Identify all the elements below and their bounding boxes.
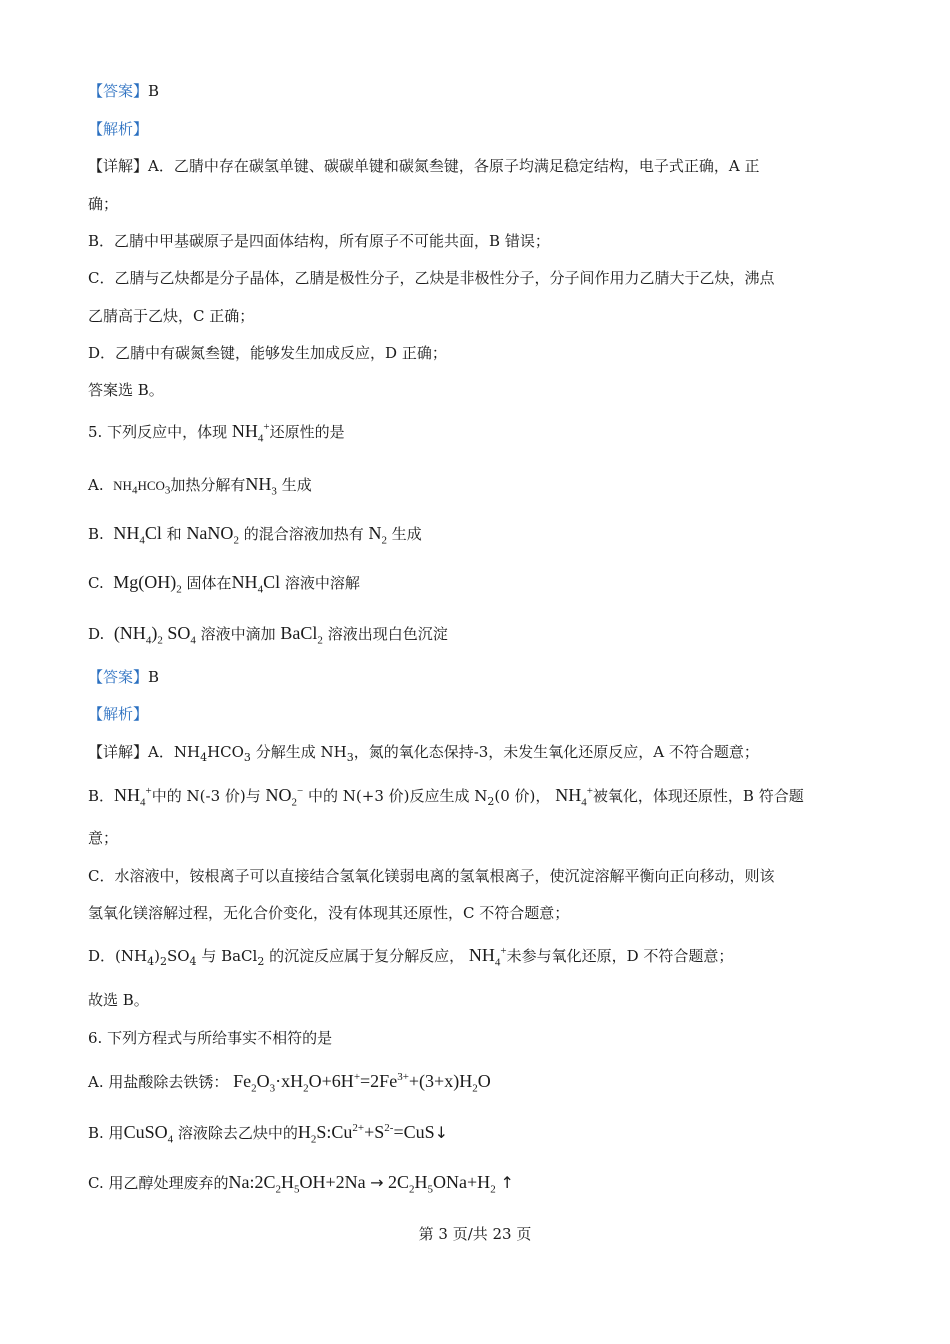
detail-text: 中的 N(+3 价)反应生成 N [308,787,488,805]
answer-line [88,666,159,688]
option-c [88,571,360,594]
conclusion-text: 答案选 B。 [88,381,164,399]
option-text: 的混合溶液加热有 [243,525,364,543]
option-label: B. [88,525,104,543]
answer-value: B [148,82,160,100]
down-arrow-icon: ↓ [434,1123,449,1142]
option-label: D. [88,625,105,643]
formula: $NH_4^+$ [114,785,152,809]
detail-text: 未参与氧化还原，D 不符合题意； [506,947,734,965]
answer-label: 【答案】 [88,668,149,686]
option-a [88,473,312,497]
formula: $NH_4^+$ [468,945,507,969]
formula: $NH_4HCO_3$ [113,478,171,497]
option-text: 生成 [281,476,312,494]
formula: NaNO$_2$ [186,523,239,547]
page-footer: 第 3 页/共 23 页 [418,1225,532,1243]
formula: $H_2S:Cu^{2+}+S^{2-}=CuS$ [297,1122,435,1146]
detail-text: ，氮的氧化态保持-3，未发生氧化还原反应，A 不符合题意； [353,743,759,761]
up-arrow-icon: ↑ [500,1173,514,1192]
detail-text: SO [166,947,190,965]
detail-text: (0 价)， [494,787,551,805]
question-stem: 6. 下列方程式与所给事实不相符的是 [88,1029,333,1047]
formula: $Na:2C_2H_5OH+2Na \to 2C_2H_5ONa+H_2$ [228,1172,496,1196]
formula: $NH_4Cl$ [113,523,162,547]
answer-value: B [148,668,160,686]
detail-text: A．乙腈中存在碳氢单键、碳碳单键和碳氮叁键，各原子均满足稳定结构，电子式正确，A 正 [148,157,760,175]
detail-label: 【详解】 [88,743,149,761]
detail-text: D．(NH [88,947,148,965]
formula: $NO_2^-$ [265,785,304,809]
analysis-label: 【解析】 [88,705,149,723]
analysis-label: 【解析】 [88,120,149,138]
option-b [88,522,422,545]
formula: $NH_3$ [245,474,277,498]
answer-label: 【答案】 [88,82,149,100]
answer-line [88,80,159,102]
detail-text: HCO [207,743,244,761]
detail-text: 中的 N(-3 价)与 [151,787,261,805]
detail-text: B．乙腈中甲基碳原子是四面体结构，所有原子不可能共面，B 错误； [88,232,550,250]
detail-line: D．$(NH_4)_2SO_4$ 与 BaCl$_2$ 的沉淀反应属于复分解反应， $NH_4^+$未参与氧化还原，D 不符合题意； [88,945,734,969]
option-text: 固体在 [186,574,232,592]
option-text: 和 [166,525,182,543]
question-stem [88,420,345,443]
formula: BaCl$_2$ [280,623,323,647]
detail-text: 与 BaCl [201,947,258,965]
option-text: A. 用盐酸除去铁锈： [88,1073,229,1091]
formula: $NH_4Cl$ [231,572,281,596]
formula: $N_2$ [368,523,388,547]
detail-text: C．乙腈与乙炔都是分子晶体，乙腈是极性分子，乙炔是非极性分子，分子间作用力乙腈大于乙炔，沸点 [88,269,775,287]
option-label: C. [88,574,104,592]
formula: $Fe_2O_3\cdot xH_2O+6H^+=2Fe^{3+}+(3+x)H_2O$ [233,1071,491,1095]
detail-line [88,155,759,177]
option-a [88,1070,491,1093]
detail-text: B． [88,787,115,805]
option-text: B. 用 [88,1124,124,1142]
detail-text: C．水溶液中，铵根离子可以直接结合氢氧化镁弱电离的氢氧根离子，使沉淀溶解平衡向正向移动，则该 [88,867,775,885]
stem-text: 还原性的是 [269,423,345,441]
formula: $NH_4^+$ [231,421,270,445]
detail-text: D．乙腈中有碳氮叁键，能够发生加成反应，D 正确； [88,344,447,362]
formula: $Mg(OH)_2$ [113,572,182,596]
option-b [88,1121,448,1144]
conclusion-text: 故选 B。 [88,991,149,1009]
option-text: 溶液中溶解 [284,574,360,592]
detail-text: A．NH [148,743,201,761]
detail-text: 氢氧化镁溶解过程，无化合价变化，没有体现其还原性，C 不符合题意； [88,904,570,922]
option-text: 溶液除去乙炔中的 [177,1124,298,1142]
detail-text: 的沉淀反应属于复分解反应， [269,947,465,965]
detail-line: 【详解】A．$NH_4HCO_3$ 分解生成 $NH_3$，氮的氧化态保持-3，未发生氧化还原反应，A 不符合题意； [88,743,759,764]
option-label: A. [88,476,104,494]
detail-text: 确； [88,195,119,213]
formula: CuSO$_4$ [123,1122,174,1146]
detail-text: 分解生成 NH [255,743,347,761]
detail-line: B．$NH_4^+$中的 N(-3 价)与 $NO_2^-$ 中的 N(+3 价)反应生成 $N_2(0$ 价)， $NH_4^+$被氧化，体现还原性，B 符合题 [88,785,804,809]
formula: $(NH_4)_2$ $SO_4$ [113,623,196,647]
detail-text: 被氧化，体现还原性，B 符合题 [592,787,804,805]
detail-text: ) [154,947,160,965]
detail-text: 乙腈高于乙炔，C 正确； [88,307,255,325]
option-c [88,1171,514,1194]
stem-text: 5. 下列反应中，体现 [88,423,228,441]
detail-text: 意； [88,829,119,847]
detail-label: 【详解】 [88,157,149,175]
option-text: 生成 [391,525,422,543]
option-d [88,622,448,645]
option-text: C. 用乙醇处理废弃的 [88,1174,229,1192]
formula: $NH_4^+$ [555,785,593,809]
right-arrow-icon: → [370,1173,384,1192]
option-text: 溶液中滴加 [200,625,276,643]
option-text: 溶液出现白色沉淀 [327,625,448,643]
option-text: 加热分解有 [170,476,246,494]
